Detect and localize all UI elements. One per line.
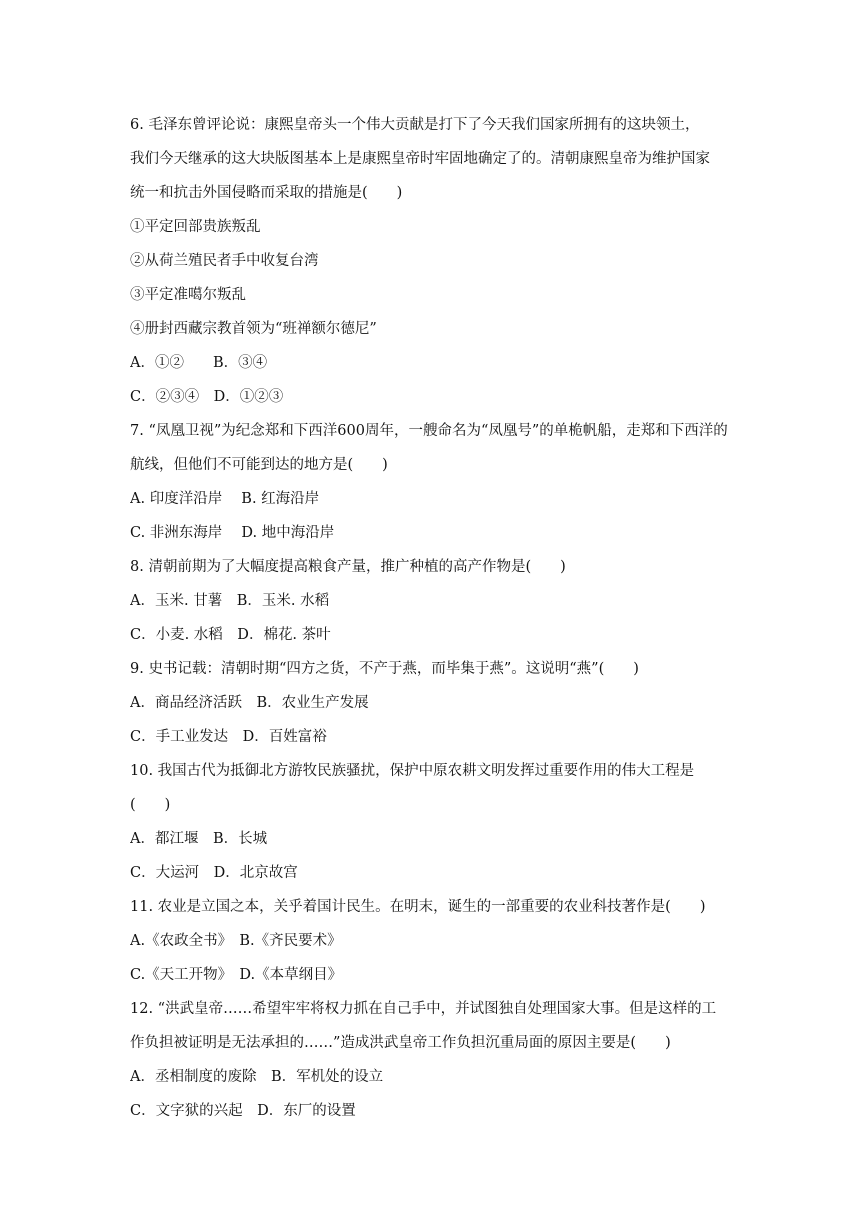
question-stem-line: 7. “凤凰卫视”为纪念郑和下西洋600周年，一艘命名为“凤凰号”的单桅帆船，走郑和下西洋的 bbox=[130, 423, 728, 439]
question-stem-line: 10. 我国古代为抵御北方游牧民族骚扰，保护中原农耕文明发挥过重要作用的伟大工程是 bbox=[130, 763, 695, 779]
question-stem-line: 12. “洪武皇帝……希望牢牢将权力抓在自己手中，并试图独自处理国家大事。但是这样的工 bbox=[130, 1001, 717, 1017]
question-stem-line: 6. 毛泽东曾评论说：康熙皇帝头一个伟大贡献是打下了今天我们国家所拥有的这块领土， bbox=[130, 117, 700, 133]
statement-item: ②从荷兰殖民者手中收复台湾 bbox=[130, 253, 319, 269]
question-stem-line: 统一和抗击外国侵略而采取的措施是( ) bbox=[130, 185, 403, 201]
answer-options: C．②③④ D．①②③ bbox=[130, 389, 284, 405]
question-stem-line: ( ) bbox=[130, 797, 171, 813]
question-stem-line: 我们今天继承的这大块版图基本上是康熙皇帝时牢固地确定了的。清朝康熙皇帝为维护国家 bbox=[130, 151, 710, 167]
question-6 bbox=[130, 108, 732, 414]
answer-options: A．商品经济活跃 B．农业生产发展 bbox=[130, 695, 369, 711]
question-9 bbox=[130, 652, 732, 754]
answer-options: C．手工业发达 D．百姓富裕 bbox=[130, 729, 327, 745]
question-stem-line: 9. 史书记载：清朝时期“四方之货，不产于燕，而毕集于燕”。这说明“燕”( ) bbox=[130, 661, 639, 677]
answer-options: A．①② B．③④ bbox=[130, 355, 268, 371]
statement-item: ③平定准噶尔叛乱 bbox=[130, 287, 246, 303]
answer-options: C．文字狱的兴起 D．东厂的设置 bbox=[130, 1103, 356, 1119]
answer-options: A．玉米. 甘薯 B．玉米. 水稻 bbox=[130, 593, 330, 609]
answer-options: C.《天工开物》 D.《本草纲目》 bbox=[130, 967, 343, 983]
question-stem-line: 8. 清朝前期为了大幅度提高粮食产量，推广种植的高产作物是( ) bbox=[130, 559, 566, 575]
question-11 bbox=[130, 890, 732, 992]
question-stem-line: 作负担被证明是无法承担的……”造成洪武皇帝工作负担沉重局面的原因主要是( ) bbox=[130, 1035, 671, 1051]
answer-options: A．都江堰 B．长城 bbox=[130, 831, 268, 847]
answer-options: C．大运河 D．北京故宫 bbox=[130, 865, 298, 881]
question-7 bbox=[130, 414, 732, 550]
question-stem-line: 11. 农业是立国之本，关乎着国计民生。在明末，诞生的一部重要的农业科技著作是( ) bbox=[130, 899, 706, 915]
answer-options: C. 非洲东海岸 D. 地中海沿岸 bbox=[130, 525, 335, 541]
question-10 bbox=[130, 754, 732, 890]
question-12 bbox=[130, 992, 732, 1128]
answer-options: C．小麦. 水稻 D．棉花. 茶叶 bbox=[130, 627, 331, 643]
question-8 bbox=[130, 550, 732, 652]
answer-options: A.《农政全书》 B.《齐民要术》 bbox=[130, 933, 342, 949]
question-stem-line: 航线，但他们不可能到达的地方是( ) bbox=[130, 457, 388, 473]
statement-item: ④册封西藏宗教首领为“班禅额尔德尼” bbox=[130, 321, 377, 337]
statement-item: ①平定回部贵族叛乱 bbox=[130, 219, 261, 235]
answer-options: A．丞相制度的废除 B．军机处的设立 bbox=[130, 1069, 384, 1085]
answer-options: A. 印度洋沿岸 B. 红海沿岸 bbox=[130, 491, 320, 507]
